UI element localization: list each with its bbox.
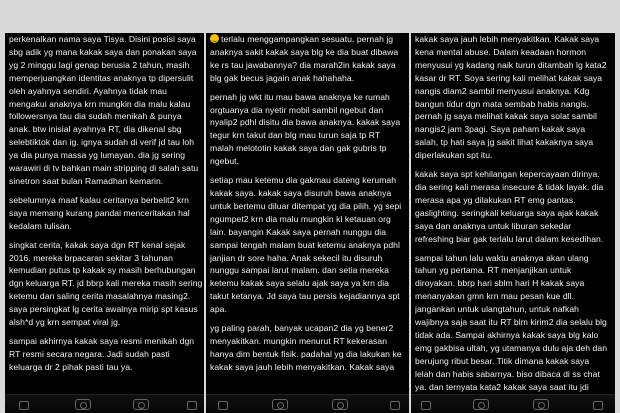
text-line <box>415 168 613 181</box>
line-text: kasar dr RT. Soya sering kali melihat kakak saya <box>415 72 603 83</box>
text-line <box>210 264 407 277</box>
gallery-icon[interactable] <box>133 399 149 410</box>
line-text: sampai tahun lalu waktu anaknya akan ulang <box>415 252 589 263</box>
grinning-face-icon <box>210 34 219 43</box>
line-text: sinetron saat bulan Ramadhan kemarin. <box>9 175 164 186</box>
line-text: kedalam tulisan. <box>9 220 72 231</box>
story-panel-2 <box>206 33 409 413</box>
text-line <box>9 149 202 162</box>
text-line <box>415 355 613 368</box>
line-text: kakak saya jauh lebih menyakitkan. Kakak saya <box>415 34 600 44</box>
line-text: refreshing biar gak terlalu larut dalam kesedihan. <box>415 233 604 244</box>
line-text: yg paling parah, banyak ucapan2 dia yg bener2 <box>210 323 394 334</box>
text-line <box>9 98 202 111</box>
text-line <box>210 33 407 46</box>
line-text: memperjuangkan identitas anaknya tp dipersulit <box>9 72 194 83</box>
line-text: kakak saya spt kehilangan kepercayaan dirinya. <box>415 169 600 180</box>
back-icon[interactable] <box>19 401 29 410</box>
line-text: kena mental abuse. Dalam keadaan hormon <box>415 46 587 57</box>
line-text: janjian dr sore haha. Anak sekecil itu disuruh <box>210 252 383 263</box>
text-line <box>210 174 407 187</box>
text-line <box>9 303 202 316</box>
story-panel-1 <box>5 33 204 413</box>
line-text: emg gakbisa ultah, yg utamanya dulu aja deh dan <box>415 342 608 353</box>
text-line <box>210 142 407 155</box>
text-line <box>9 277 202 290</box>
line-text: kakak saya jauh lebih menyakitkan. Kakak saya <box>210 361 395 372</box>
line-text: lelah dan habis sabarnya. biso dibaca di ss chat <box>415 368 600 379</box>
line-text: mengakui anaknya krn mungkin dia malu kalau <box>9 98 191 109</box>
line-text: menyakitkan. mungkin menurut RT kekerasan <box>210 335 388 346</box>
share-icon[interactable] <box>187 401 197 410</box>
bottom-toolbar-2 <box>206 394 409 413</box>
text-line <box>210 116 407 129</box>
line-text: gaslighting. seringkali keluarga saya ajak kakak <box>415 207 599 218</box>
line-text: sbg adik yg mana kakak saya dan ponakan saya <box>9 46 197 57</box>
line-text: bangun tidur dgn mata sembab habis nangis. <box>415 98 590 109</box>
line-text: pernah jg wkt itu mau bawa anaknya ke rumah <box>210 91 390 102</box>
story-text-2 <box>210 33 407 374</box>
text-line <box>210 104 407 117</box>
text-line <box>9 110 202 123</box>
camera-icon[interactable] <box>473 399 489 410</box>
share-icon[interactable] <box>593 401 603 410</box>
line-text: ya. dan ternyata kata2 kakak saya saat itu jdi <box>415 381 589 392</box>
line-text: hanya dim bentuk fisik. padahal yg dia lakukan ke <box>210 348 402 359</box>
line-text: diperlakukan spt itu. <box>415 150 493 161</box>
line-text: berujung ribut besar. Titik dimana kakak saya <box>415 355 590 366</box>
text-line <box>415 220 613 233</box>
line-text: sampai tengah malam buat ketemu anaknya pdhl <box>210 239 400 250</box>
text-line <box>210 226 407 239</box>
text-line <box>415 381 613 394</box>
text-line <box>210 72 407 85</box>
text-line <box>415 233 613 246</box>
story-text-1 <box>9 33 202 374</box>
text-line <box>415 123 613 136</box>
text-line <box>415 72 613 85</box>
gallery-icon[interactable] <box>332 399 348 410</box>
text-line <box>210 213 407 226</box>
share-icon[interactable] <box>390 401 400 410</box>
back-icon[interactable] <box>218 401 228 410</box>
text-line <box>9 239 202 252</box>
text-line <box>210 46 407 59</box>
text-line <box>9 316 202 329</box>
text-line <box>415 290 613 303</box>
text-line <box>415 149 613 162</box>
line-text: pernah jg saya melihat kakak saya solat sambil <box>415 111 597 122</box>
line-text: alsh*d yg krn sempat viral jg. <box>9 317 121 328</box>
text-line <box>415 329 613 342</box>
line-text: saya dan anaknya untuk liburan sekedar <box>415 220 572 231</box>
text-line <box>210 91 407 104</box>
line-text: takut ketanya. Jd saya tau persis kejadiannya spt <box>210 291 400 302</box>
line-text: apa. <box>210 304 227 315</box>
line-text: nyalip2 pdhl disitu dia bawa anaknya. kakak saya <box>210 117 401 128</box>
bottom-toolbar-3 <box>411 394 615 413</box>
line-text: kemudian putus tp kakak sy masih berhubungan <box>9 265 196 276</box>
text-line <box>9 33 202 46</box>
line-text: jangankan untuk ulangtahun, untuk nafkah <box>415 304 579 315</box>
text-line <box>415 98 613 111</box>
line-text: ketemu dan saling cerita masalahnya masing2. <box>9 291 191 302</box>
text-line <box>210 361 407 374</box>
line-text: RT resmi secara negara. Jadi sudah pasti <box>9 348 170 359</box>
text-line <box>415 316 613 329</box>
line-text: diroyakan. bbrp hari sblm hari H kakak saya <box>415 278 585 289</box>
text-line <box>9 194 202 207</box>
text-line <box>415 46 613 59</box>
text-line <box>415 59 613 72</box>
text-line <box>415 181 613 194</box>
line-text: sebelumnya maaf kalau ceritanya berbelit2 krn <box>9 194 189 205</box>
text-line <box>9 72 202 85</box>
text-line <box>415 85 613 98</box>
text-line <box>210 59 407 72</box>
line-text: nangis2 jam 3pagi. Saya paham kakak saya <box>415 124 586 135</box>
text-line <box>210 155 407 168</box>
text-line <box>415 342 613 355</box>
line-text: ketemu kakak saya selalu ajak saya ya krn dia <box>210 278 389 289</box>
text-line <box>9 175 202 188</box>
text-line <box>210 252 407 265</box>
text-line <box>415 110 613 123</box>
line-text: menanyakan gmn krn mau pesan kue dll. <box>415 291 575 302</box>
line-text: 2016. mereka brpacaran sekitar 3 tahunan <box>9 252 173 263</box>
camera-icon[interactable] <box>272 399 288 410</box>
line-text: anak. btw inisial ayahnya RT, dia dikenal sbg <box>9 124 182 135</box>
gallery-icon[interactable] <box>533 399 549 410</box>
line-text: terlalu menggampangkan sesuatu. pernah jg <box>221 34 394 44</box>
line-text: orgtuanya dia nyetir mobil sambil ngebut dan <box>210 104 384 115</box>
story-panel-3 <box>411 33 615 413</box>
text-line <box>210 322 407 335</box>
line-text: salah, tp hati saya jg sakit lihat kakaknya saya <box>415 137 594 148</box>
line-text: lain. bayangin Kakak saya pernah nunggu dia <box>210 226 387 237</box>
line-text: setiap mau ketemu dia gakmau dateng kerumah <box>210 175 397 186</box>
line-text: dia sering kali merasa insecure & tidak layak. dia <box>415 181 604 192</box>
line-text: tidak ada. Sampai akhirnya kakak saya blg kalo <box>415 329 599 340</box>
text-line <box>210 290 407 303</box>
text-line <box>210 200 407 213</box>
line-text: ya dia punya massa yg lumayan. dia jg sering <box>9 150 186 161</box>
text-line <box>415 277 613 290</box>
line-text: nangis diam2 sambil menyusui anaknya. Kdg <box>415 85 590 96</box>
line-text: ngumpet2 krn dia malu mungkin kl ketauan org <box>210 213 391 224</box>
line-text: ngebut. <box>210 156 240 167</box>
line-text: wajibnya saja saat itu RT blm kirim2 dia selalu blg <box>415 317 607 328</box>
text-line <box>210 239 407 252</box>
text-line <box>415 303 613 316</box>
text-line <box>415 368 613 381</box>
text-line <box>9 123 202 136</box>
text-line <box>415 264 613 277</box>
text-line <box>415 33 613 46</box>
bottom-toolbar-1 <box>5 394 204 413</box>
line-text: kakak saya. kakak saya disuruh bawa anaknya <box>210 187 392 198</box>
text-line <box>9 361 202 374</box>
line-text: ke rs tau jawabannya? dia marah2in kakak saya <box>210 59 396 70</box>
text-line <box>9 59 202 72</box>
line-text: merasa apa yg dilakukan RT emg pantas. <box>415 194 576 205</box>
text-line <box>415 252 613 265</box>
text-line <box>9 264 202 277</box>
text-line <box>9 290 202 303</box>
line-text: keluarga dr 2 pihak pasti tau ya. <box>9 361 133 372</box>
text-line <box>210 335 407 348</box>
line-text: singkat cerita, kakak saya dgn RT kenal sejak <box>9 239 186 250</box>
text-line <box>9 220 202 233</box>
line-text: saya memang kurang pandai menceritakan hal <box>9 207 190 218</box>
text-line <box>210 187 407 200</box>
line-text: menyusui yg kadang naik turun ditambah lg kata2 <box>415 59 607 70</box>
line-text: followersnya tau dia sudah menikah & punya <box>9 111 182 122</box>
text-line <box>9 252 202 265</box>
line-text: saya persingkat lg cerita awalnya mirip spt kasus <box>9 304 198 315</box>
line-text: yg 2 minggu lagi genap berusia 2 tahun, masih <box>9 59 190 70</box>
text-line <box>415 194 613 207</box>
line-text: anaknya sakit kakak saya blg ke dia buat dibawa <box>210 46 399 57</box>
line-text: oleh ayahnya sendiri. Ayahnya tidak mau <box>9 85 168 96</box>
text-line <box>9 136 202 149</box>
line-text: warawiri di tv bahkan main stripping di salah satu <box>9 163 199 174</box>
line-text: dgn keluarga RT. jd bbrp kali mereka masih sering <box>9 278 202 289</box>
text-line <box>415 136 613 149</box>
text-line <box>9 162 202 175</box>
line-text: nunggu sampai larut malam. dan setia mereka <box>210 265 389 276</box>
line-text: tegur krn takut dan blg mau turun saja tp RT <box>210 130 381 141</box>
text-line <box>210 277 407 290</box>
line-text: sampai akhirnya kakak saya resmi menikah dgn <box>9 335 195 346</box>
text-line <box>9 348 202 361</box>
text-line <box>9 85 202 98</box>
text-line <box>9 207 202 220</box>
line-text: untuk bertemu diluar ditempat yg dia pilih. yg sepi <box>210 200 402 211</box>
line-text: selebtiktok dan ig. ignya sudah di verif jd tau loh <box>9 137 195 148</box>
camera-icon[interactable] <box>75 399 91 410</box>
back-icon[interactable] <box>421 401 431 410</box>
text-line <box>9 335 202 348</box>
text-line <box>415 207 613 220</box>
line-text: blg gak becus jagain anak hahahaha. <box>210 72 355 83</box>
text-line <box>210 348 407 361</box>
story-text-3 <box>415 33 613 393</box>
line-text: malah melototin kakak saya dan gak gubris tp <box>210 143 387 154</box>
line-text: perkenalkan nama saya Tisya. Disini posisi saya <box>9 34 196 44</box>
line-text: tahun yg pertama. RT menjanjikan untuk <box>415 265 572 276</box>
text-line <box>210 129 407 142</box>
text-line <box>210 303 407 316</box>
text-line <box>9 46 202 59</box>
